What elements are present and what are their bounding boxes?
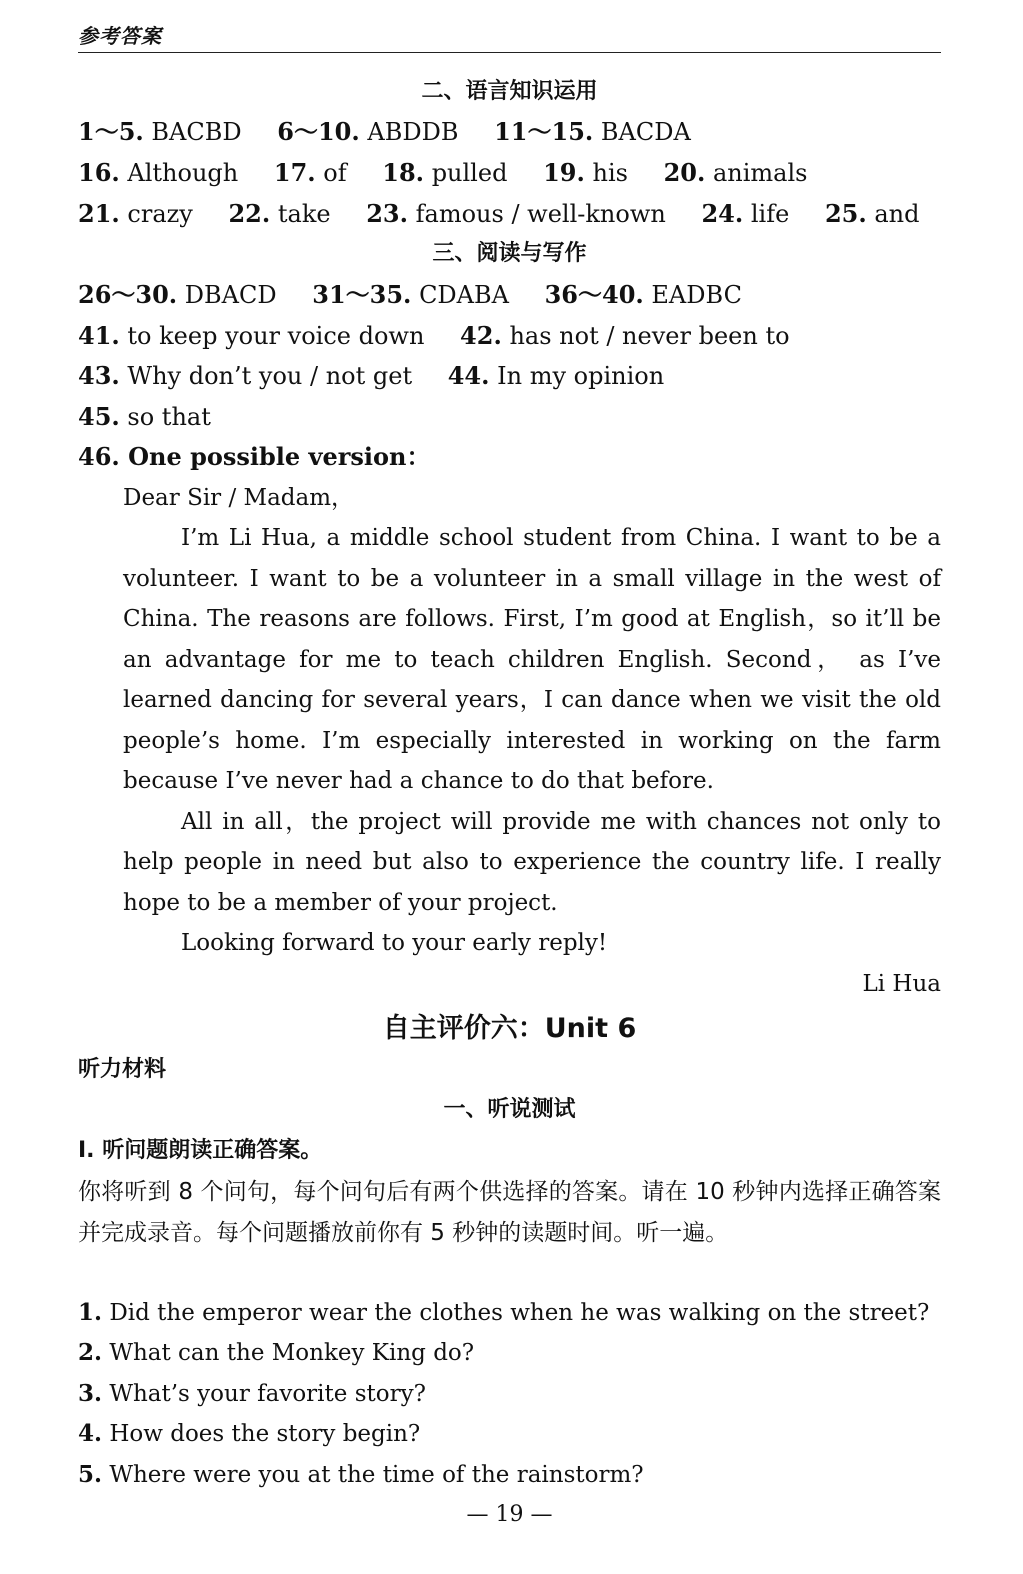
answer-text: Although [127, 159, 239, 187]
answer-number: 44. [447, 361, 490, 390]
question-item [78, 1418, 420, 1450]
answer-row [78, 157, 807, 189]
answer-number: 41. [78, 321, 120, 350]
page-number: — 19 — [466, 1502, 553, 1527]
answer-text: life [750, 200, 790, 228]
answer-text: crazy [127, 200, 193, 228]
answer-text: pulled [431, 159, 508, 187]
answer-number: 24. [701, 199, 744, 228]
question-item [78, 1378, 426, 1410]
question-number: 1. [78, 1299, 103, 1326]
answer-row [78, 360, 664, 392]
question-item [78, 1459, 644, 1491]
answer-number: 11～15. [494, 117, 594, 146]
answer-number: 45. [78, 402, 120, 431]
letter-paragraph: Looking forward to your early reply! [181, 930, 608, 956]
answer-row [78, 198, 919, 230]
letter-paragraph: I’m Li Hua, a middle school student from China. I want to be a volunteer. I want to be a volunteer in a small village in the west of China. The reasons are follows. First, I’m good at English，so it’ll be an advantage for me to teach children English. Second， as I’ve learned dancing for several years，I can dance when we visit the old people’s home. I’m especially interested in working on the farm because I’ve never had a chance to do that before. [123, 525, 941, 794]
unit-title: 自主评价六：Unit 6 [382, 1013, 637, 1044]
answer-number: 36～40. [544, 280, 644, 309]
question-text: How does the story begin? [109, 1421, 421, 1447]
answer-number: 17. [273, 158, 316, 187]
answer-row [78, 320, 790, 352]
answer-number: 20. [663, 158, 706, 187]
answer-number: 31～35. [312, 280, 412, 309]
question-item [78, 1337, 474, 1369]
answer-number: 23. [366, 199, 408, 228]
answer-number: 6～10. [277, 117, 360, 146]
answer-text: his [592, 159, 628, 187]
answer-text: animals [712, 159, 808, 187]
question-item [78, 1297, 929, 1329]
sub1-title: Ⅰ. 听问题朗读正确答案。 [78, 1138, 323, 1163]
answer-number: 22. [228, 199, 271, 228]
part1-title: 一、听说测试 [443, 1097, 576, 1122]
question-number: 5. [78, 1461, 103, 1488]
question-number: 4. [78, 1420, 103, 1447]
answer-number: 42. [460, 321, 502, 350]
letter-signature: Li Hua [862, 971, 941, 997]
answer-text: famous / well-known [415, 200, 666, 228]
answer-text: CDABA [419, 281, 509, 309]
listening-instructions: 你将听到 8 个问句，每个问句后有两个供选择的答案。请在 10 秒钟内选择正确答案并完成录音。每个问题播放前你有 5 秒钟的读题时间。听一遍。 [78, 1179, 941, 1246]
answer-number: 21. [78, 199, 120, 228]
answer-number: 26～30. [78, 280, 178, 309]
answer-text: Why don’t you / not get [127, 362, 413, 390]
answer-text: In my opinion [497, 362, 665, 390]
answer-number: 16. [78, 158, 120, 187]
answer-number: 43. [78, 361, 120, 390]
listening-label: 听力材料 [78, 1057, 167, 1082]
question-text: What’s your favorite story? [109, 1381, 426, 1407]
letter-paragraph: All in all，the project will provide me with chances not only to help people in need but also to experience the country life. I really hope to be a member of your project. [123, 808, 941, 916]
answer-row [78, 279, 742, 311]
answer-row [78, 116, 691, 148]
question-text: Where were you at the time of the rainstorm? [109, 1462, 644, 1488]
answer-text: of [323, 159, 347, 187]
answer-text: has not / never been to [509, 322, 790, 350]
answer-text: BACBD [151, 118, 242, 146]
question-number: 2. [78, 1339, 103, 1366]
answer-row [78, 401, 211, 433]
answer-text: so that [127, 403, 211, 431]
page-header [78, 18, 941, 53]
answer-text: ABDDB [367, 118, 459, 146]
answer-text: and [874, 200, 920, 228]
header-title: 参考答案 [78, 24, 162, 48]
answer-number: 1～5. [78, 117, 144, 146]
answer-number: 18. [382, 158, 425, 187]
q46-label: 46. One possible version： [78, 442, 431, 471]
answer-text: EADBC [651, 281, 742, 309]
answer-text: DBACD [184, 281, 277, 309]
answer-text: to keep your voice down [127, 322, 425, 350]
answer-number: 25. [824, 199, 867, 228]
section2-title: 二、语言知识运用 [421, 79, 598, 104]
letter-greeting: Dear Sir / Madam， [123, 485, 355, 511]
answer-text: BACDA [600, 118, 691, 146]
question-text: Did the emperor wear the clothes when he was walking on the street? [109, 1300, 930, 1326]
answer-number: 19. [543, 158, 585, 187]
section3-title: 三、阅读与写作 [432, 241, 587, 266]
answer-text: take [277, 200, 331, 228]
question-number: 3. [78, 1380, 103, 1407]
letter-body [123, 518, 941, 964]
question-text: What can the Monkey King do? [109, 1340, 475, 1366]
